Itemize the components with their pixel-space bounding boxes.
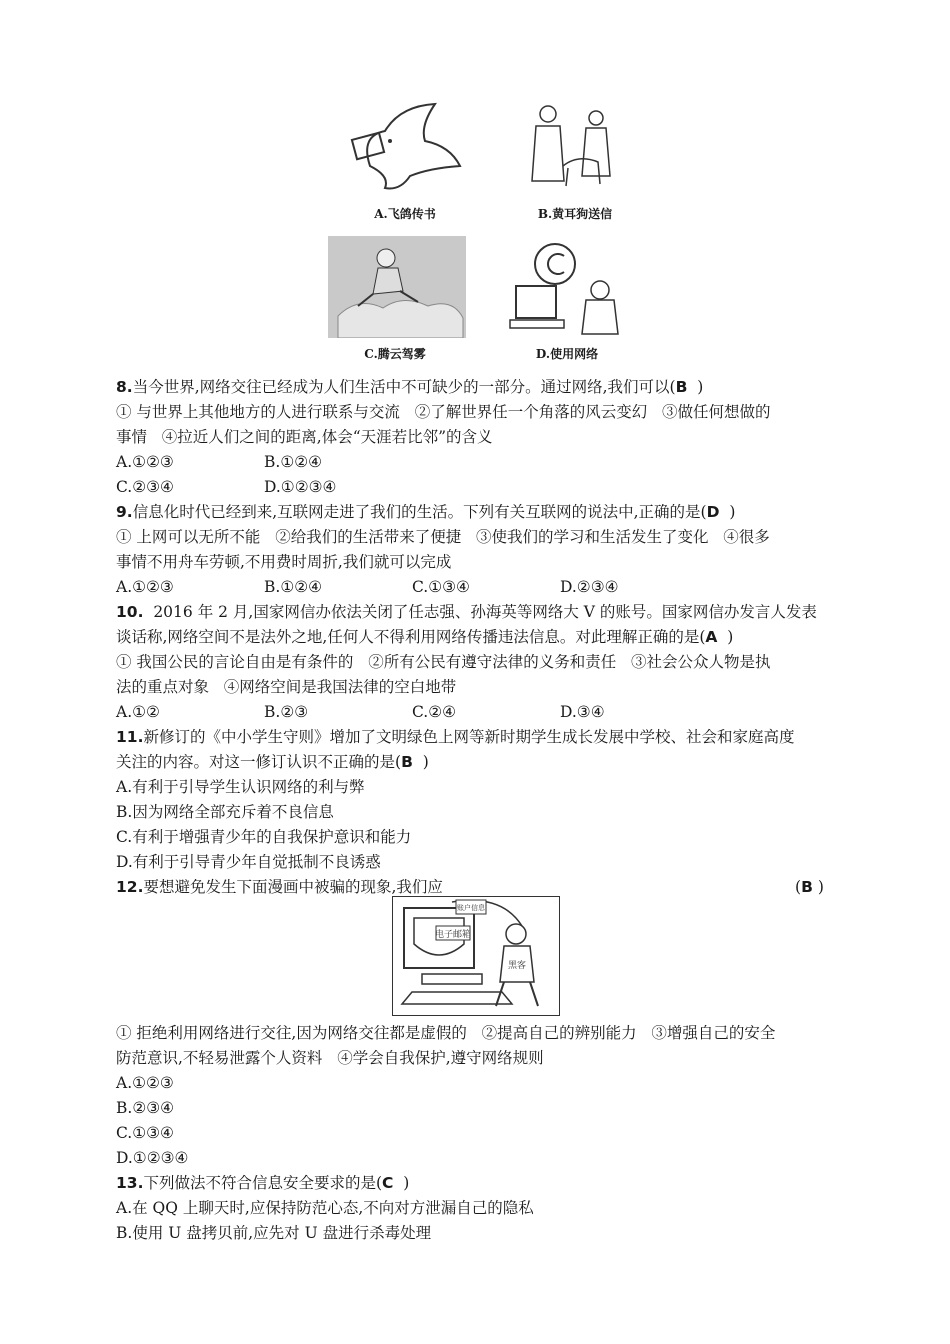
q11-option-a: A.有利于引导学生认识网络的利与弊 (116, 778, 365, 796)
q8-options-row2: C.②③④ D.①②③④ (116, 478, 337, 496)
q8-items-line1: ① 与世界上其他地方的人进行联系与交流 ②了解世界任一个角落的风云变幻 ③做任何想做的 (116, 403, 771, 421)
q11-answer: B (401, 753, 413, 771)
figure-b-caption: B.黄耳狗送信 (537, 207, 613, 221)
q11-option-d: D.有利于引导青少年自觉抵制不良诱惑 (116, 853, 381, 871)
q10-answer: A (705, 628, 718, 646)
q9-items-line1: ① 上网可以无所不能 ②给我们的生活带来了便捷 ③使我们的学习和生活发生了变化 ④很多 (116, 528, 770, 546)
q13-option-a: A.在 QQ 上聊天时,应保持防范心态,不向对方泄漏自己的隐私 (116, 1199, 534, 1217)
q12-option-c: C.①③④ (116, 1124, 174, 1142)
q12-stem: 12.要想避免发生下面漫画中被骗的现象,我们应 (116, 878, 443, 896)
q13-option-b: B.使用 U 盘拷贝前,应先对 U 盘进行杀毒处理 (116, 1224, 432, 1242)
q12-option-d: D.①②③④ (116, 1149, 189, 1167)
q9-stem: 9.信息化时代已经到来,互联网走进了我们的生活。下列有关互联网的说法中,正确的是(D ) (116, 503, 736, 521)
q9-options: A.①②③ B.①②④ C.①③④ D.②③④ (116, 578, 619, 596)
q12-items-line1: ① 拒绝利用网络进行交往,因为网络交往都是虚假的 ②提高自己的辨别能力 ③增强自己的安全 (116, 1024, 776, 1042)
q13-stem: 13.下列做法不符合信息安全要求的是(C ) (116, 1174, 410, 1192)
q11-option-b: B.因为网络全部充斥着不良信息 (116, 803, 334, 821)
q10-stem-line1: 10. 2016 年 2 月,国家网信办依法关闭了任志强、孙海英等网络大 V 的账号。国家网信办发言人发表 (116, 603, 817, 621)
q9-answer: D (706, 503, 720, 521)
comic-label-account: 账户信息 (457, 904, 485, 912)
dog-messenger-illustration (508, 96, 638, 196)
q12-answer: B (801, 878, 813, 896)
q11-option-c: C.有利于增强青少年的自我保护意识和能力 (116, 828, 412, 846)
computer-user-illustration (500, 236, 630, 338)
q10-items-line1: ① 我国公民的言论自由是有条件的 ②所有公民有遵守法律的义务和责任 ③社会公众人物是执 (116, 653, 771, 671)
q8-options-row1: A.①②③ B.①②④ (116, 453, 323, 471)
comic-label-hacker: 黑客 (507, 961, 527, 971)
figure-a-caption: A.飞鸽传书 (374, 207, 436, 221)
comic-label-email: 电子邮箱 (434, 930, 472, 940)
q12-option-a: A.①②③ (116, 1074, 174, 1092)
phishing-comic-illustration (392, 896, 560, 1016)
cloud-rider-illustration (328, 236, 466, 338)
q11-stem-line1: 11.新修订的《中小学生守则》增加了文明绿色上网等新时期学生成长发展中学校、社会和家庭高度 (116, 728, 795, 746)
q8-stem: 8.当今世界,网络交往已经成为人们生活中不可缺少的一部分。通过网络,我们可以(B ) (116, 378, 704, 396)
q8-answer: B (675, 378, 688, 396)
q9-items-line2: 事情不用舟车劳顿,不用费时周折,我们就可以完成 (116, 553, 452, 571)
figure-c-caption: C.腾云驾雾 (364, 347, 426, 361)
q12-answer-bracket: (B ) (795, 878, 824, 896)
figure-d-caption: D.使用网络 (535, 347, 599, 361)
dove-illustration (340, 96, 470, 196)
q13-answer: C (382, 1174, 394, 1192)
q12-items-line2: 防范意识,不轻易泄露个人资料 ④学会自我保护,遵守网络规则 (116, 1049, 544, 1067)
q8-items-line2: 事情 ④拉近人们之间的距离,体会“天涯若比邻”的含义 (116, 428, 493, 446)
q10-items-line2: 法的重点对象 ④网络空间是我国法律的空白地带 (116, 678, 457, 696)
q10-options: A.①② B.②③ C.②④ D.③④ (116, 703, 605, 721)
q10-stem-line2: 谈话称,网络空间不是法外之地,任何人不得利用网络传播违法信息。对此理解正确的是(A ) (116, 628, 734, 646)
q11-stem-line2: 关注的内容。对这一修订认识不正确的是(B ) (116, 753, 429, 771)
q12-option-b: B.②③④ (116, 1099, 175, 1117)
